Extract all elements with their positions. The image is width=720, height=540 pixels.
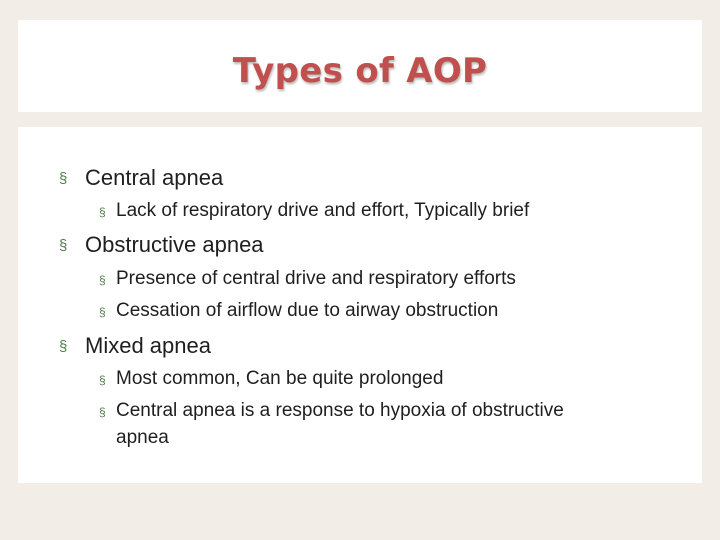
bullet-marker-icon: § bbox=[59, 338, 68, 355]
sub-bullet-item bbox=[99, 299, 499, 323]
bullet-text: Central apnea bbox=[85, 165, 224, 190]
sub-bullet-text: Most common, Can be quite prolonged bbox=[116, 368, 444, 389]
sub-bullet-marker-icon: § bbox=[99, 205, 106, 219]
sub-bullet-item bbox=[99, 199, 530, 223]
sub-bullet-marker-icon: § bbox=[99, 273, 106, 287]
sub-bullet-item bbox=[99, 367, 444, 391]
sub-bullet-marker-icon: § bbox=[99, 373, 106, 387]
sub-bullet-marker-icon: § bbox=[99, 405, 106, 419]
sub-bullet-marker-icon: § bbox=[99, 305, 106, 319]
sub-bullet-item bbox=[99, 267, 516, 291]
sub-bullet-text: Cessation of airflow due to airway obstruction bbox=[116, 300, 499, 321]
bullet-text: Obstructive apnea bbox=[85, 232, 264, 257]
sub-bullet-item bbox=[99, 399, 564, 423]
bullet-item-central-apnea bbox=[59, 164, 224, 192]
sub-bullet-continuation-text bbox=[116, 426, 169, 450]
sub-bullet-text: apnea bbox=[116, 427, 169, 448]
bullet-item-obstructive-apnea bbox=[59, 231, 264, 259]
bullet-item-mixed-apnea bbox=[59, 332, 211, 360]
slide-title: Types of AOP bbox=[232, 51, 488, 91]
bullet-marker-icon: § bbox=[59, 237, 68, 254]
sub-bullet-text: Presence of central drive and respiratory efforts bbox=[116, 268, 516, 289]
sub-bullet-text: Lack of respiratory drive and effort, Typically brief bbox=[116, 200, 530, 221]
bullet-marker-icon: § bbox=[59, 170, 68, 187]
sub-bullet-text: Central apnea is a response to hypoxia of obstructive bbox=[116, 400, 564, 421]
bullet-text: Mixed apnea bbox=[85, 333, 211, 358]
